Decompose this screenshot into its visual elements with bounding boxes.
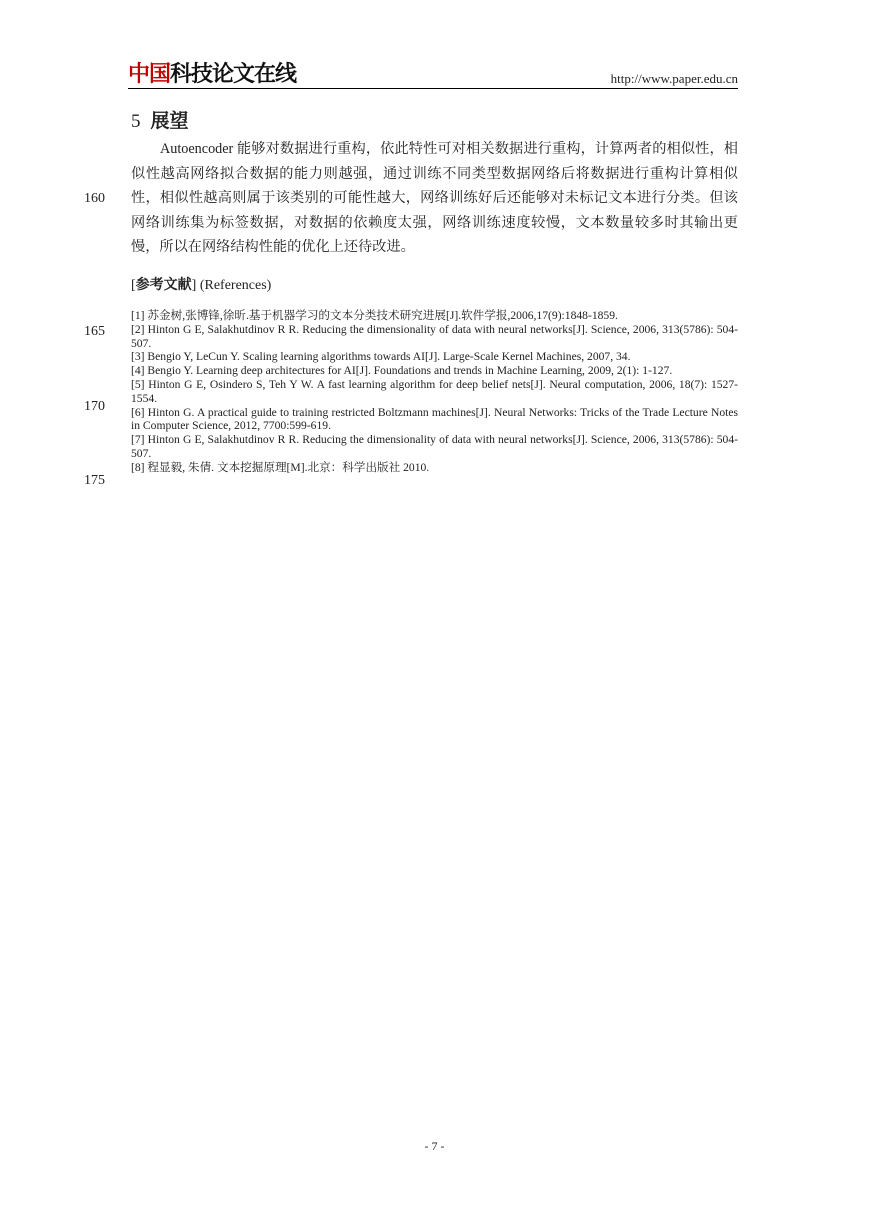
logo-red-text: 中国 bbox=[128, 62, 171, 87]
line-number: 175 bbox=[84, 473, 105, 488]
reference-item: [2] Hinton G E, Salakhutdinov R R. Reducing the dimensionality of data with neural networks[J]. Science, 2006, 313(5786): 504-507. bbox=[131, 322, 738, 350]
reference-list bbox=[131, 309, 738, 475]
reference-item: [6] Hinton G. A practical guide to training restricted Boltzmann machines[J]. Neural Networks: Tricks of the Trade Lecture Notes in Computer Science, 2012, 7700:599-619. bbox=[131, 405, 738, 433]
reference-item: [5] Hinton G E, Osindero S, Teh Y W. A fast learning algorithm for deep belief nets[J]. Neural computation, 2006, 18(7): 1527-1554. bbox=[131, 377, 738, 405]
section-title bbox=[131, 106, 189, 133]
paragraph-text: Autoencoder 能够对数据进行重构，依此特性可对相关数据进行重构，计算两者的相似性，相似性越高网络拟合数据的能力则越强，通过训练不同类型数据网络后将数据进行重构计算相似性，相似性越高则属于该类别的可能性越大，网络训练好后还能够对未标记文本进行分类。但该网络训练集为标签数据，对数据的依赖度太强，网络训练速度较慢，文本数量较多时其输出更慢，所以在网络结构性能的优化上还待改进。 bbox=[131, 141, 738, 255]
journal-logo bbox=[128, 62, 296, 88]
logo-black-text: 科技论文在线 bbox=[170, 62, 297, 87]
section-number: 5 bbox=[131, 111, 141, 132]
references-title-en: ] (References) bbox=[191, 278, 272, 293]
page-number: - 7 - bbox=[424, 1139, 445, 1153]
references-title-zh: 参考文献 bbox=[135, 277, 192, 293]
body-paragraph bbox=[131, 137, 738, 260]
page-header bbox=[128, 62, 738, 89]
header-url: http://www.paper.edu.cn bbox=[610, 71, 738, 86]
line-number: 160 bbox=[84, 191, 105, 206]
reference-item: [4] Bengio Y. Learning deep architectures for AI[J]. Foundations and trends in Machine Learning, 2009, 2(1): 1-127. bbox=[131, 364, 673, 378]
references-bracket: [ bbox=[131, 278, 136, 293]
section-heading: 展望 bbox=[150, 111, 189, 132]
references-heading bbox=[131, 274, 271, 294]
reference-item: [1] 苏金树,张博锋,徐昕.基于机器学习的文本分类技术研究进展[J].软件学报,2006,17(9):1848-1859. bbox=[131, 309, 618, 322]
reference-item: [8] 程显毅, 朱倩. 文本挖掘原理[M].北京：科学出版社 2010. bbox=[131, 460, 430, 474]
line-number: 165 bbox=[84, 324, 105, 339]
reference-item: [7] Hinton G E, Salakhutdinov R R. Reducing the dimensionality of data with neural networks[J]. Science, 2006, 313(5786): 504-507. bbox=[131, 433, 738, 460]
line-number: 170 bbox=[84, 399, 105, 414]
reference-item: [3] Bengio Y, LeCun Y. Scaling learning algorithms towards AI[J]. Large-Scale Kernel Machines, 2007, 34. bbox=[131, 350, 631, 364]
